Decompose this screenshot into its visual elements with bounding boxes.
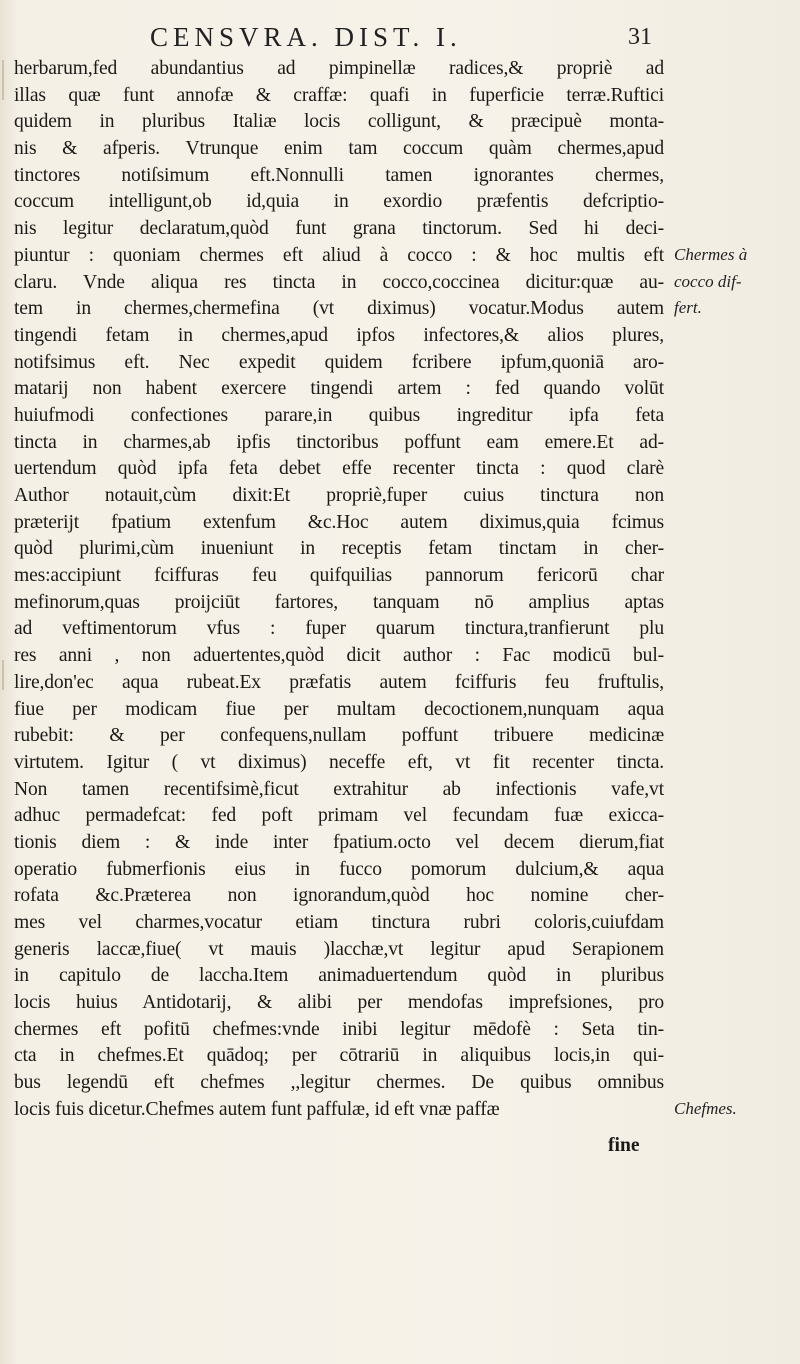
text-line: chermes eft pofitū chefmes:vnde inibi legitur mēdofè : Seta tin- (14, 1018, 664, 1040)
text-line: bus legendū eft chefmes ,,legitur chermes. De quibus omnibus (14, 1072, 664, 1094)
text-line: in capitulo de laccha.Item animaduertendum quòd in pluribus (14, 965, 664, 987)
text-line: claru. Vnde aliqua res tincta in cocco,coccinea dicitur:quæ au- (14, 271, 664, 293)
text-line: piuntur : quoniam chermes eft aliud à cocco : & hoc multis eft (14, 244, 664, 266)
text-line: mes:accipiunt fciffuras feu quifquilias pannorum fericorū char (14, 565, 664, 587)
text-line: Non tamen recentifsimè,ficut extrahitur ab infectionis vafe,vt (14, 778, 664, 800)
text-line: præterijt fpatium extenfum &c.Hoc autem diximus,quia fcimus (14, 511, 664, 533)
text-line: tincta in charmes,ab ipfis tinctoribus poffunt eam emere.Et ad- (14, 431, 664, 453)
body-text (14, 56, 664, 1124)
text-line: quòd plurimi,cùm inueniunt in receptis fetam tinctam in cher- (14, 538, 664, 560)
margin-note: Chermes à (674, 244, 748, 264)
running-head: CENSVRA. DIST. I. (150, 22, 462, 52)
margin-note: Chefmes. (674, 1099, 737, 1119)
text-line: rubebit: & per confequens,nullam poffunt tribuere medicinæ (14, 725, 664, 747)
text-line: herbarum,fed abundantius ad pimpinellæ radices,& propriè ad (14, 58, 664, 79)
text-line: nis & afperis. Vtrunque enim tam coccum quàm chermes,apud (14, 138, 664, 160)
text-line: matarij non habent exercere tingendi artem : fed quando volūt (14, 378, 664, 400)
page-edge-mark (2, 660, 4, 690)
text-line: adhuc permadefcat: fed poft primam vel fecundam fuæ exicca- (14, 805, 664, 827)
text-line: mes vel charmes,vocatur etiam tinctura rubri coloris,cuiufdam (14, 912, 664, 933)
text-line: operatio fubmerfionis eius in fucco pomorum dulcium,& aqua (14, 858, 664, 880)
catchword: fine (608, 1135, 640, 1156)
text-line: quidem in pluribus Italiæ locis colligunt, & præcipuè monta- (14, 111, 664, 133)
text-line: locis fuis dicetur.Chefmes autem funt paffulæ, id eft vnæ paffæ (14, 1098, 500, 1120)
text-line: ad veftimentorum vfus : fuper quarum tinctura,tranfierunt plu (14, 618, 664, 640)
text-line: cta in chefmes.Et quādoq; per cōtrariū in aliquibus locis,in qui- (14, 1045, 664, 1067)
margin-note: fert. (674, 298, 702, 318)
page-number: 31 (628, 24, 652, 50)
page-header (150, 22, 652, 54)
text-line: virtutem. Igitur ( vt diximus) neceffe eft, vt fit recenter tincta. (14, 751, 664, 773)
text-line: notifsimus eft. Nec expedit quidem fcribere ipfum,quoniā aro- (14, 351, 664, 373)
text-line: locis huius Antidotarij, & alibi per mendofas imprefsiones, pro (14, 992, 664, 1014)
margin-note: cocco dif- (674, 271, 742, 291)
page-edge-mark (2, 60, 4, 100)
text-line: tionis diem : & inde inter fpatium.octo vel decem dierum,fiat (14, 831, 664, 853)
text-line: coccum intelligunt,ob id,quia in exordio præfentis defcriptio- (14, 191, 664, 213)
text-line: tingendi fetam in chermes,apud ipfos infectores,& alios plures, (14, 324, 664, 346)
text-line: mefinorum,quas proijciūt fartores, tanquam nō amplius aptas (14, 591, 664, 613)
text-line: tem in chermes,chermefina (vt diximus) vocatur.Modus autem (14, 298, 664, 320)
text-line: fiue per modicam fiue per multam decoctionem,nunquam aqua (14, 698, 664, 720)
text-line: res anni , non aduertentes,quòd dicit author : Fac modicū bul- (14, 645, 664, 667)
text-line: huiufmodi confectiones parare,in quibus ingreditur ipfa feta (14, 404, 664, 426)
text-line: nis legitur declaratum,quòd funt grana tinctorum. Sed hi deci- (14, 218, 664, 240)
text-line: rofata &c.Præterea non ignorandum,quòd hoc nomine cher- (14, 885, 664, 907)
text-line: illas quæ funt annofæ & craffæ: quafi in fuperficie terræ.Ruftici (14, 84, 664, 106)
text-line: uertendum quòd ipfa feta debet effe recenter tincta : quod clarè (14, 458, 664, 480)
text-line: tinctores notiſsimum eft.Nonnulli tamen ignorantes chermes, (14, 164, 664, 186)
text-line: generis laccæ,fiue( vt mauis )lacchæ,vt legitur apud Serapionem (14, 938, 664, 960)
text-line: Author notauit,cùm dixit:Et propriè,fuper cuius tinctura non (14, 485, 664, 506)
text-line: lire,don'ec aqua rubeat.Ex præfatis autem fciffuris feu fruftulis, (14, 671, 664, 693)
